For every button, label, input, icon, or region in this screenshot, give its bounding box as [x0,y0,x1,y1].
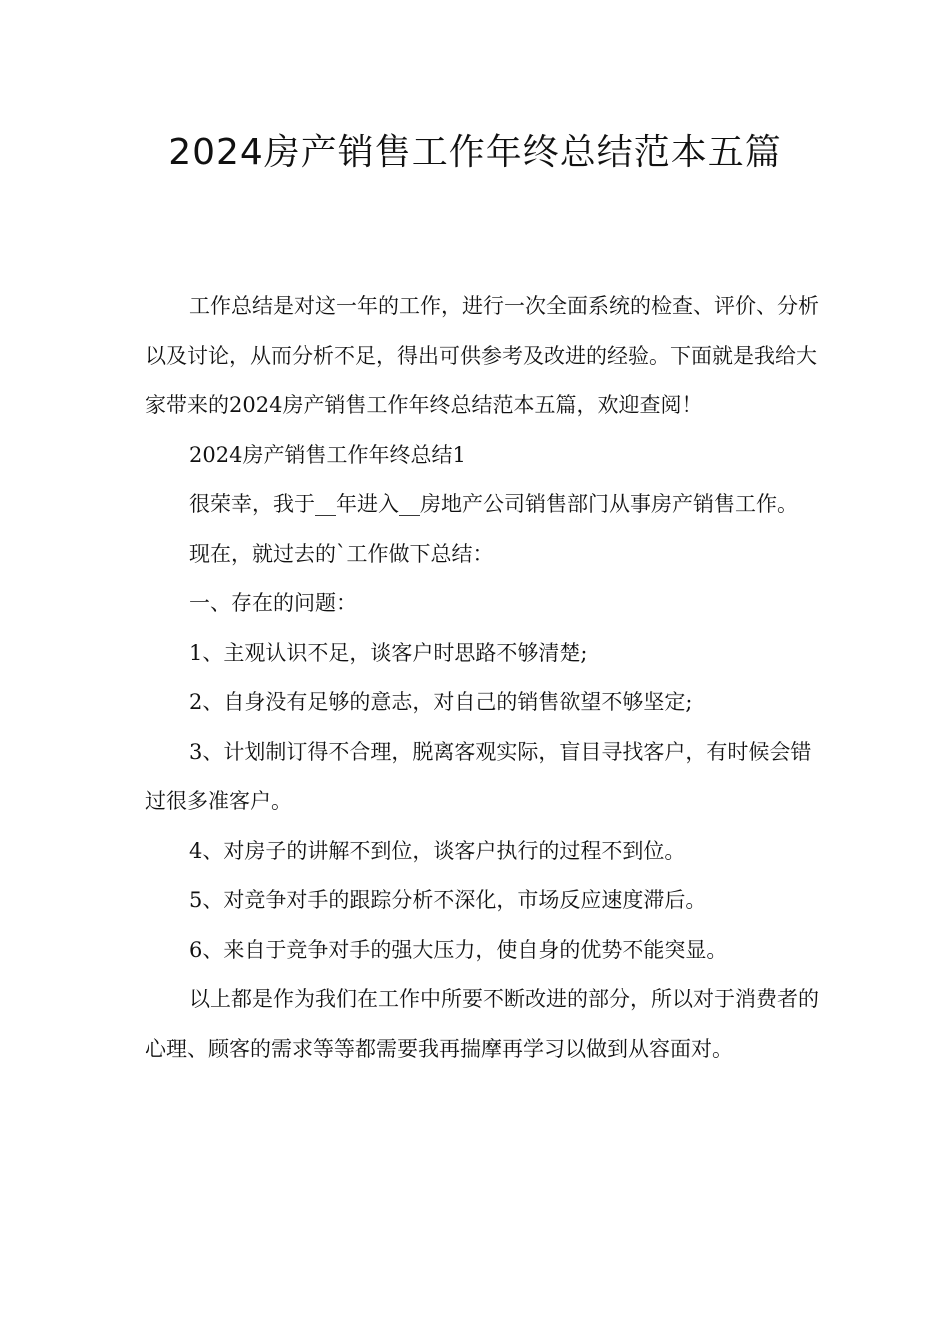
section-heading: 2024房产销售工作年终总结1 [189,442,466,467]
list-item: 1、主观认识不足，谈客户时思路不够清楚; [189,640,588,665]
document-body [145,282,825,1074]
list-item: 6、来自于竞争对手的强大压力，使自身的优势不能突显。 [189,937,728,962]
document-title: 2024房产销售工作年终总结范本五篇 [168,132,782,173]
paragraph: 以上都是作为我们在工作中所要不断改进的部分，所以对于消费者的心理、顾客的需求等等都需要我再揣摩再学习以做到从容面对。 [145,987,819,1061]
paragraph: 现在，就过去的`工作做下总结： [189,541,494,566]
list-item: 4、对房子的讲解不到位，谈客户执行的过程不到位。 [189,838,686,863]
intro-paragraph: 工作总结是对这一年的工作，进行一次全面系统的检查、评价、分析以及讨论，从而分析不足，得出可供参考及改进的经验。下面就是我给大家带来的2024房产销售工作年终总结范本五篇，欢迎查阅！ [145,294,819,417]
paragraph: 很荣幸，我于__年进入__房地产公司销售部门从事房产销售工作。 [189,492,798,516]
list-item: 5、对竞争对手的跟踪分析不深化，市场反应速度滞后。 [189,888,707,912]
list-item: 2、自身没有足够的意志，对自己的销售欲望不够坚定; [189,690,693,714]
subheading: 一、存在的问题： [189,591,357,615]
list-item: 3、计划制订得不合理，脱离客观实际，盲目寻找客户，有时候会错过很多准客户。 [145,739,812,813]
